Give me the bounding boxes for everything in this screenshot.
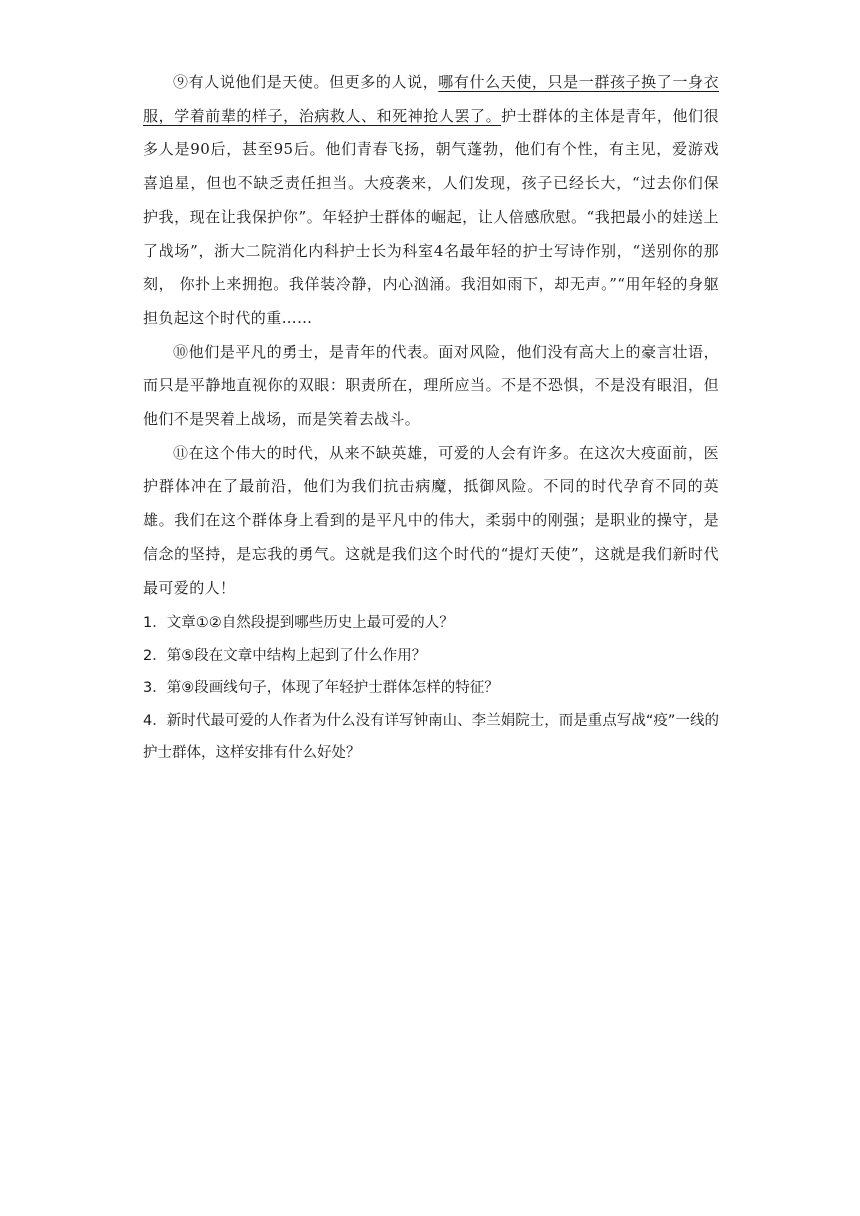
underlined-sentence: 哪有什么天使，只是一群孩子换了一身衣服，学着前辈的样子，治病救人、和死神抢人罢了。 <box>143 73 719 125</box>
paragraph-9-lead: ⑨有人说他们是天使。但更多的人说， <box>173 73 439 91</box>
question-item: 3．第⑨段画线句子，体现了年轻护士群体怎样的特征？ <box>143 680 499 697</box>
question-item: 2．第⑤段在文章中结构上起到了什么作用？ <box>143 647 427 664</box>
paragraph-9-rest: 护士群体的主体是青年，他们很多人是90后，甚至95后。他们青春飞扬，朝气蓬勃，他们有个性，有主见，爱游戏喜追星，但也不缺乏责任担当。大疫袭来，人们发现，孩子已经长大，“过去你们保护我，现在让我保护你”。年轻护士群体的崛起，让人倍感欣慰。“我把最小的娃送上了战场”，浙大二院消化内科护士长为科室4名最年轻的护士写诗作别，“送别你的那刻， 你扑上来拥抱。我佯装冷静，内心汹涌。我泪如雨下，却无声。”“用年轻的身躯担负起这个时代的重…… <box>143 106 719 327</box>
paragraph-11: ⑪在这个伟大的时代，从来不缺英雄，可爱的人会有许多。在这次大疫面前，医护群体冲在了最前沿，他们为我们抗击病魔，抵御风险。不同的时代孕育不同的英雄。我们在这个群体身上看到的是平凡中的伟大，柔弱中的刚强；是职业的操守，是信念的坚持，是忘我的勇气。这就是我们这个时代的“提灯天使”，这就是我们新时代最可爱的人！ <box>143 443 719 597</box>
document-page <box>143 66 719 770</box>
paragraph-9 <box>143 66 719 336</box>
paragraph-10: ⑩他们是平凡的勇士，是青年的代表。面对风险，他们没有高大上的豪言壮语，而只是平静地直视你的双眼：职责所在，理所应当。不是不恐惧，不是没有眼泪，但他们不是哭着上战场，而是笑着去战斗。 <box>143 342 719 429</box>
question-item: 4．新时代最可爱的人作者为什么没有详写钟南山、李兰娟院士，而是重点写战“疫”一线的护士群体，这样安排有什么好处？ <box>143 712 719 762</box>
question-list <box>143 607 719 770</box>
question-item: 1．文章①②自然段提到哪些历史上最可爱的人？ <box>143 615 454 632</box>
